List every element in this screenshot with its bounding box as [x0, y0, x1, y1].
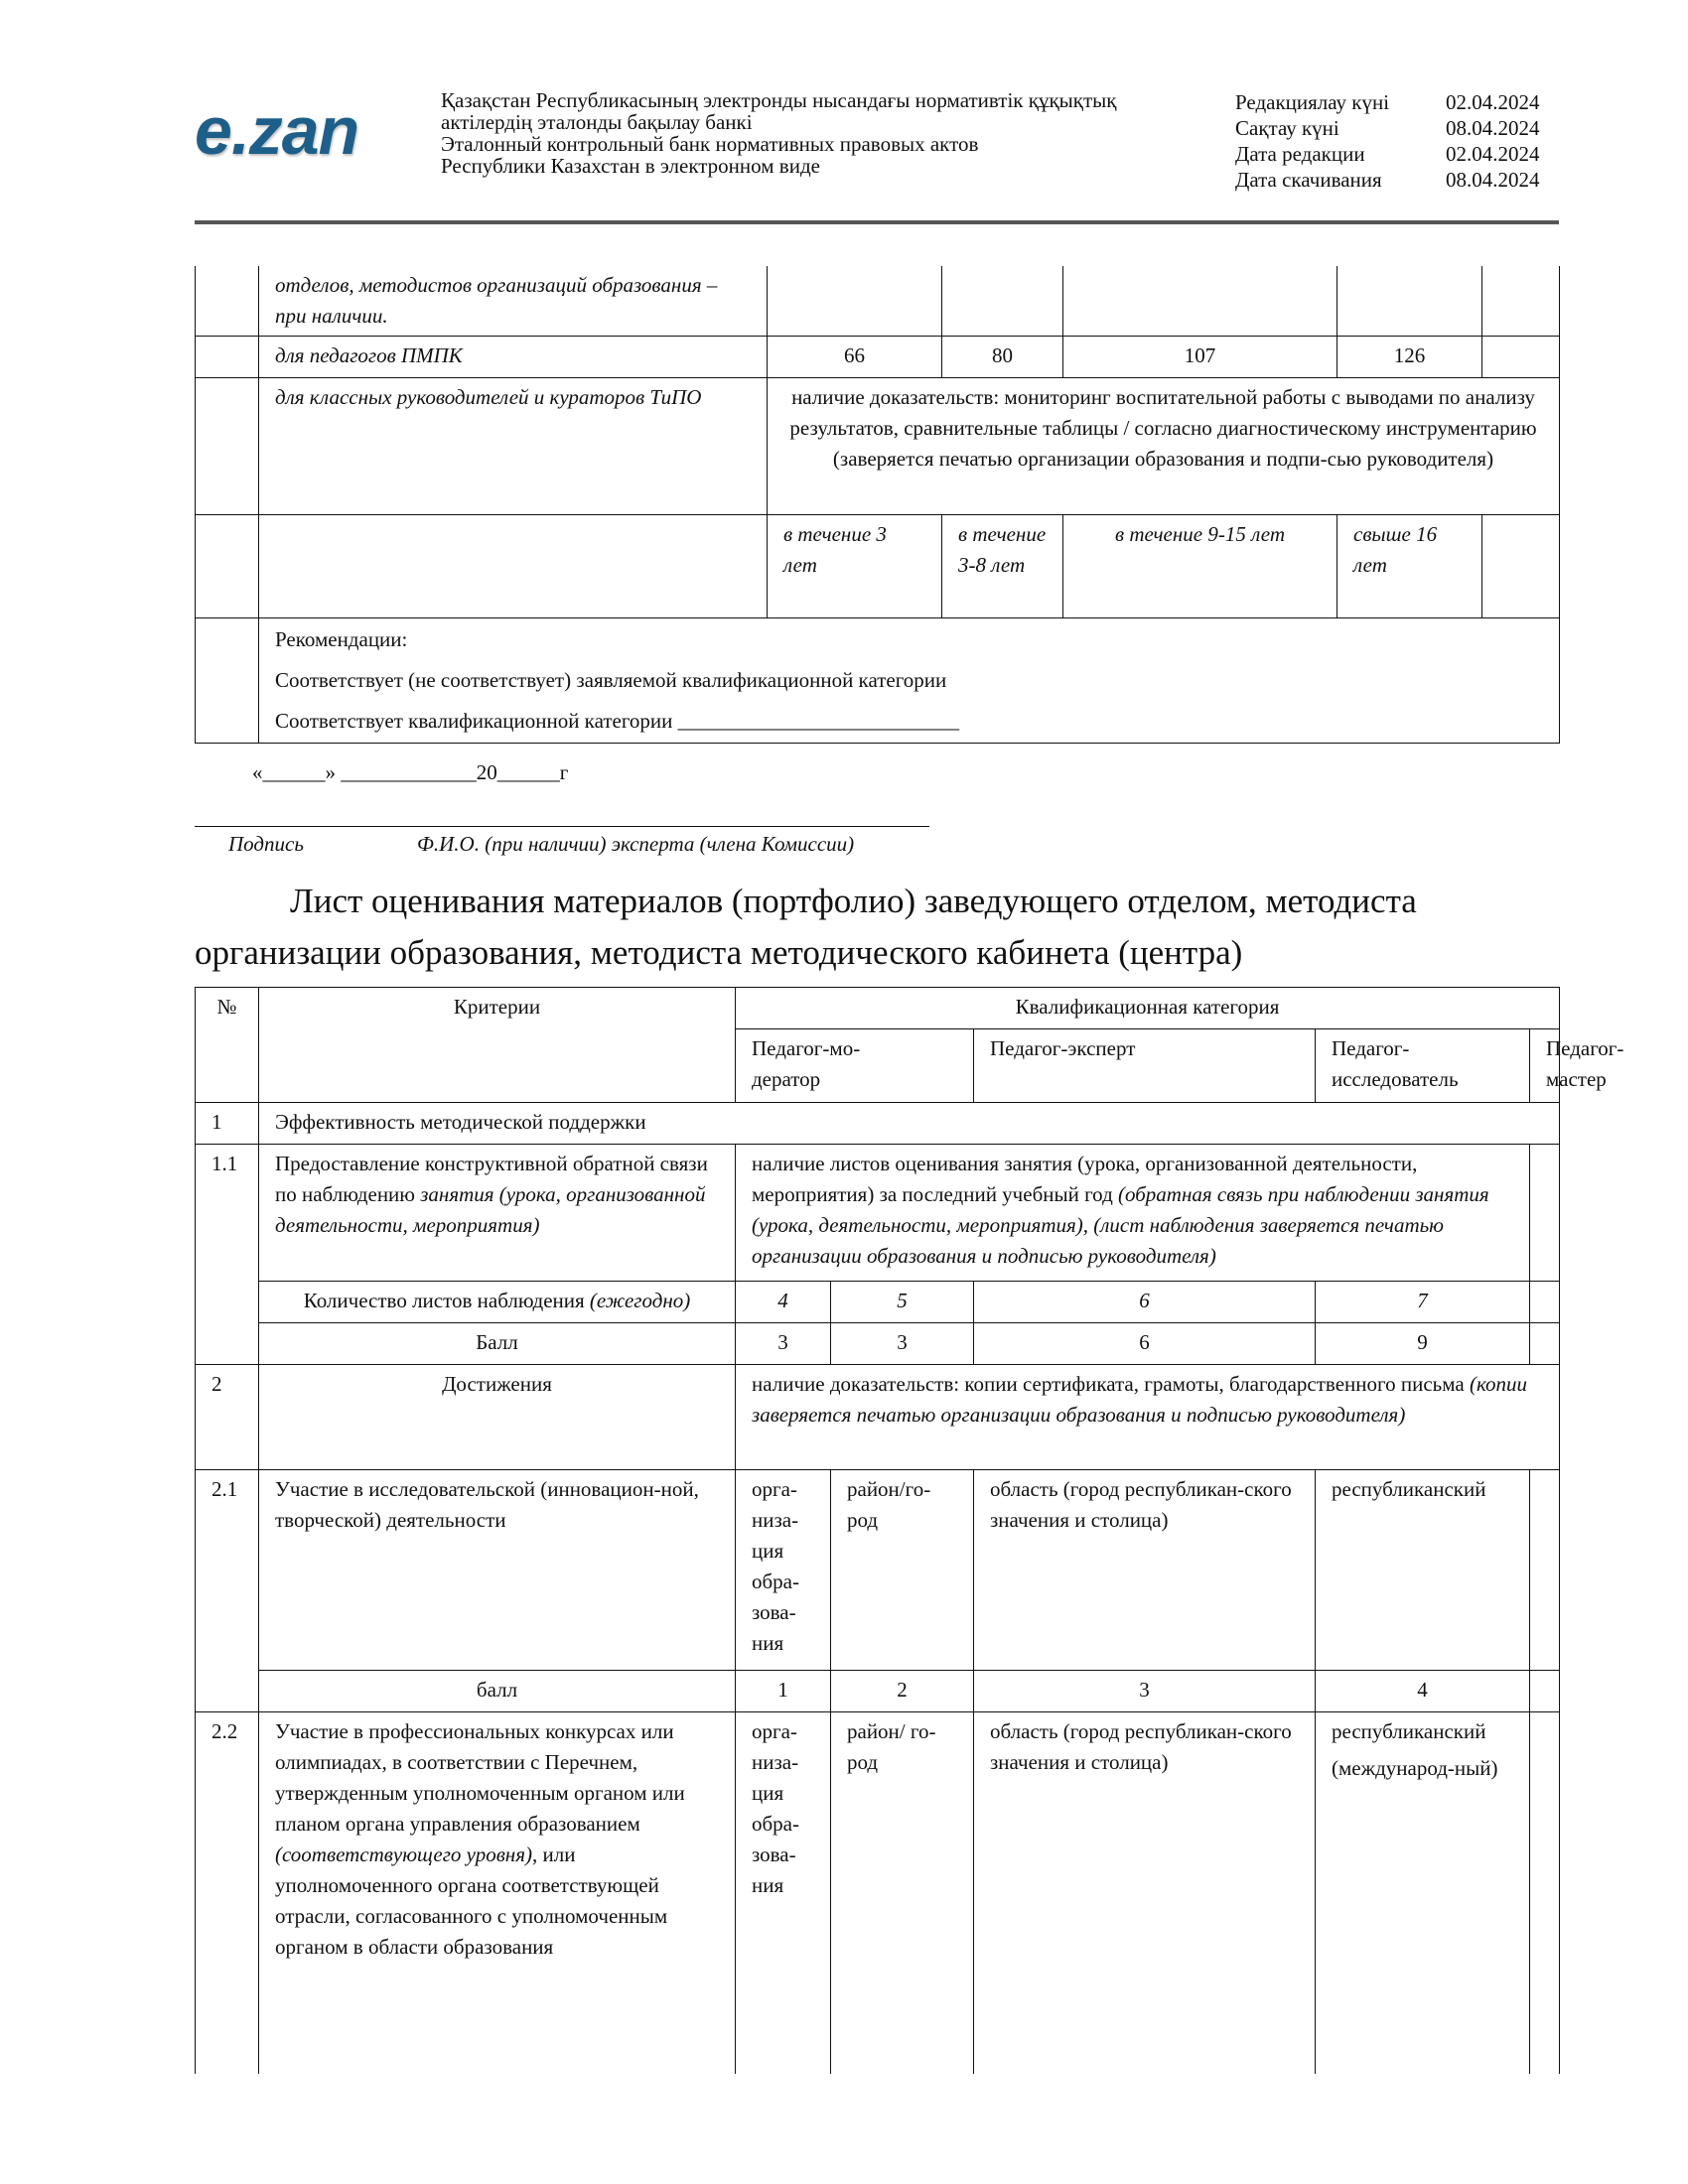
criteria-cell: Участие в исследовательской (инновацион-ной, творческой) деятельности — [259, 1470, 736, 1671]
row-number: 1.1 — [196, 1145, 259, 1365]
criteria-text: , или уполномоченного органа соответствующей отрасли, согласованного с уполномоченным органом в области образования — [275, 1843, 668, 1959]
logo-text: e.zan — [195, 93, 359, 169]
level-cell: в течение 3 лет — [768, 515, 942, 618]
recommendations-cell — [259, 618, 1560, 744]
count-value: 6 — [974, 1282, 1316, 1323]
level-cell: в течение 9-15 лет — [1063, 515, 1337, 618]
criteria-cell: для классных руководителей и кураторов ТиПО — [259, 378, 768, 515]
header-line: Республики Казахстан в электронном виде — [441, 154, 820, 178]
meta-label: Сақтау күні — [1235, 116, 1339, 140]
criteria-text: Предоставление конструктивной обратной связи по наблюдению — [275, 1152, 708, 1206]
score-value: 9 — [1316, 1323, 1530, 1365]
description-text: (обратная связь при наблюдении занятия (урока, деятельности, мероприятия), (лист наблюдения заверяется печатью организации образования и подписью руководителя) — [752, 1182, 1489, 1268]
meta-value: 02.04.2024 — [1446, 90, 1540, 114]
header-criteria: Критерии — [259, 988, 736, 1103]
score-value: 2 — [831, 1671, 974, 1712]
description-text: наличие доказательств: копии сертификата, грамоты, благодарственного письма — [752, 1372, 1470, 1396]
category-master: Педагог-мастер — [1530, 1029, 1560, 1103]
cell — [1530, 1282, 1560, 1323]
header-line: актілердің эталонды бақылау банкі — [441, 110, 753, 134]
criteria-text: занятия (урока, организованной деятельности, мероприятия) — [275, 1182, 706, 1237]
cell — [259, 515, 768, 618]
description-cell — [736, 1145, 1530, 1282]
cell — [1482, 266, 1560, 337]
criteria-text: Участие в профессиональных конкурсах или олимпиадах, в соответствии с Перечнем, утвержденным уполномоченным органом или планом органа управления образованием — [275, 1719, 685, 1836]
category-moderator — [736, 1029, 974, 1103]
level-cell: район/го-род — [831, 1470, 974, 1671]
level-cell: орга-низа-ция обра-зова-ния — [736, 1470, 831, 1671]
row-number: 2.1 — [196, 1470, 259, 1712]
header-line: Қазақстан Республикасының электронды нысандағы нормативтік құқықтық — [441, 88, 1117, 112]
value-cell: 107 — [1063, 337, 1337, 378]
cell — [1337, 266, 1482, 337]
cell — [1530, 1671, 1560, 1712]
row-number: 2 — [196, 1365, 259, 1470]
description-text: (копии заверяется печатью организации образования и подписью руководителя) — [752, 1372, 1527, 1427]
score-value: 1 — [736, 1671, 831, 1712]
count-value: 5 — [831, 1282, 974, 1323]
score-value: 3 — [974, 1671, 1316, 1712]
recommendations-title: Рекомендации: — [275, 627, 408, 651]
criteria-cell: отделов, методистов организаций образования – при наличии. — [259, 266, 768, 337]
meta-label: Редакциялау күні — [1235, 90, 1390, 114]
meta-label: Дата скачивания — [1235, 168, 1382, 192]
cell — [1530, 1470, 1560, 1671]
value-cell: 66 — [768, 337, 942, 378]
cell — [768, 266, 942, 337]
meta-value: 02.04.2024 — [1446, 142, 1540, 166]
count-value: 7 — [1316, 1282, 1530, 1323]
cell — [196, 515, 259, 618]
meta-row — [1235, 141, 1540, 167]
cell — [1530, 1712, 1560, 2074]
header-line: Эталонный контрольный банк нормативных правовых актов — [441, 132, 979, 156]
section-title: Эффективность методической поддержки — [259, 1103, 1560, 1145]
cell — [1530, 1323, 1560, 1365]
count-label-text: (ежегодно) — [589, 1289, 691, 1312]
score-value: 3 — [831, 1323, 974, 1365]
header-number: № — [196, 988, 259, 1103]
level-cell: в течение 3-8 лет — [942, 515, 1063, 618]
level-cell: район/ го-род — [831, 1712, 974, 2074]
level-cell: область (город республикан-ского значения и столица) — [974, 1712, 1316, 2074]
score-value: 4 — [1316, 1671, 1530, 1712]
level-text: республиканский — [1332, 1719, 1486, 1743]
continuation-table — [195, 266, 1560, 744]
category-researcher: Педагог-исследователь — [1316, 1029, 1530, 1103]
page-title: Лист оценивания материалов (портфолио) заведующего отделом, методиста организации образования, методиста методического кабинета (центра) — [195, 882, 1417, 972]
cell — [196, 337, 259, 378]
level-cell: свыше 16 лет — [1337, 515, 1482, 618]
level-cell: орга-низа-ция обра-зова-ния — [736, 1712, 831, 2074]
criteria-cell: для педагогов ПМПК — [259, 337, 768, 378]
header-category: Квалификационная категория — [736, 988, 1560, 1029]
description-text: наличие листов оценивания занятия (урока, организованной деятельности, мероприятия) за последний учебный год — [752, 1152, 1418, 1206]
count-label — [259, 1282, 736, 1323]
meta-row — [1235, 115, 1540, 141]
criteria-cell — [259, 1712, 736, 2074]
signature-label: Подпись — [228, 832, 304, 856]
count-label-text: Количество листов наблюдения — [303, 1289, 590, 1312]
cell — [1063, 266, 1337, 337]
evaluation-table — [195, 987, 1624, 2074]
row-number: 1 — [196, 1103, 259, 1145]
recommendations-line: Соответствует (не соответствует) заявляемой квалификационной категории — [275, 668, 947, 692]
description-cell — [736, 1365, 1560, 1470]
category-expert: Педагог-эксперт — [974, 1029, 1316, 1103]
value-cell: 80 — [942, 337, 1063, 378]
level-cell — [1316, 1712, 1530, 2074]
meta-value: 08.04.2024 — [1446, 168, 1540, 192]
level-cell: область (город республикан-ского значения и столица) — [974, 1470, 1316, 1671]
header-meta — [1235, 89, 1540, 193]
count-value: 4 — [736, 1282, 831, 1323]
header-rule — [195, 220, 1559, 224]
header-text — [441, 89, 1116, 177]
section-title: Достижения — [259, 1365, 736, 1470]
meta-label: Дата редакции — [1235, 142, 1365, 166]
category-label: Педагог-мо-дератор — [752, 1036, 861, 1091]
meta-value: 08.04.2024 — [1446, 116, 1540, 140]
score-value: 3 — [736, 1323, 831, 1365]
expert-name-label: Ф.И.О. (при наличии) эксперта (члена Комиссии) — [417, 832, 855, 856]
row-number: 2.2 — [196, 1712, 259, 2074]
meta-row — [1235, 89, 1540, 115]
date-line: «______» _____________20______г — [252, 760, 569, 784]
signature-line — [195, 826, 929, 827]
recommendations-line: Соответствует квалификационной категории ___________________________ — [275, 709, 960, 733]
cell — [1482, 515, 1560, 618]
cell — [1530, 1145, 1560, 1282]
cell — [196, 378, 259, 515]
description-cell: наличие доказательств: мониторинг воспитательной работы с выводами по анализу результатов, сравнительные таблицы / согласно диагностическому инструментарию (заверяется печатью организации образования и подпи-сью руководителя) — [768, 378, 1560, 515]
score-label: балл — [259, 1671, 736, 1712]
ezan-logo — [195, 93, 359, 169]
score-value: 6 — [974, 1323, 1316, 1365]
cell — [196, 266, 259, 337]
level-cell: республиканский — [1316, 1470, 1530, 1671]
level-text: (международ-ный) — [1332, 1756, 1498, 1780]
score-label: Балл — [259, 1323, 736, 1365]
cell — [1482, 337, 1560, 378]
criteria-cell — [259, 1145, 736, 1282]
value-cell: 126 — [1337, 337, 1482, 378]
cell — [942, 266, 1063, 337]
criteria-text: (соответствующего уровня) — [275, 1843, 532, 1866]
meta-row — [1235, 167, 1540, 193]
cell — [196, 618, 259, 744]
